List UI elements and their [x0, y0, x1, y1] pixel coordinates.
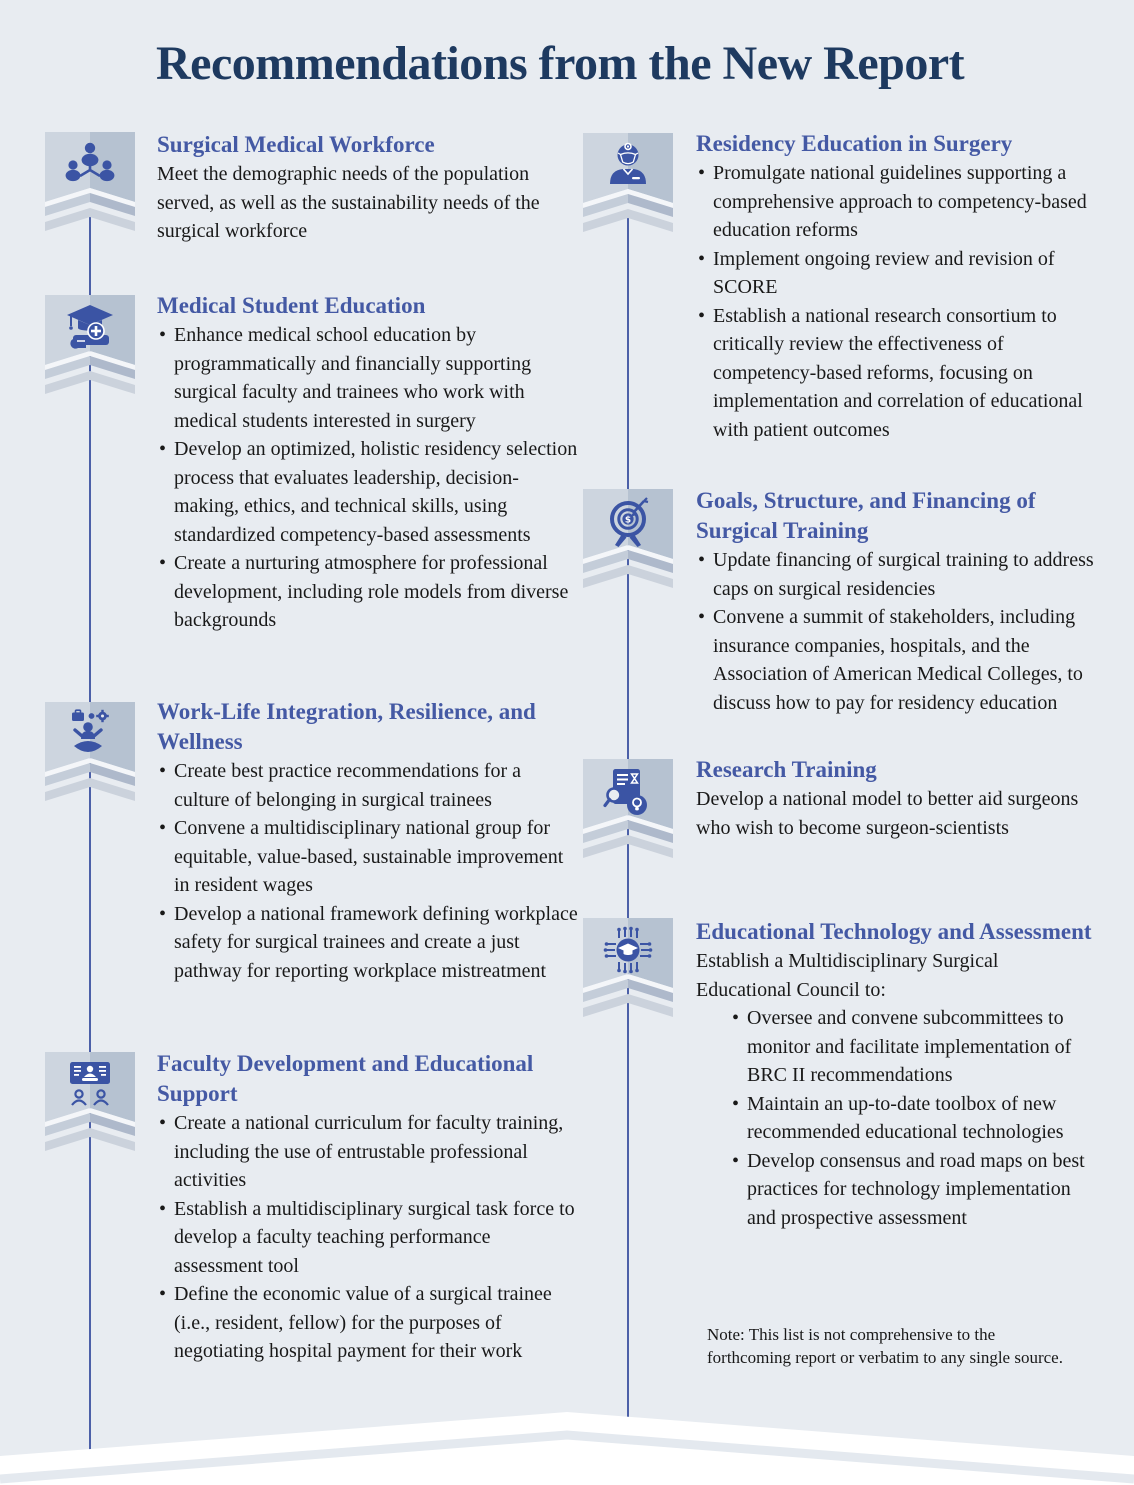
list-item: • Develop an optimized, holistic residency selection process that evaluates leadership, decision-making, ethics, and technical skills, using standardized competency-based assessments	[157, 435, 579, 549]
surgeon-icon	[600, 139, 656, 191]
page-title: Recommendations from the New Report	[156, 37, 965, 90]
bullet-list	[696, 159, 1094, 444]
badge-surgical-medical-workforce	[45, 130, 135, 234]
svg-text:$: $	[624, 515, 632, 526]
badge-residency-education	[583, 131, 673, 235]
section-heading: Goals, Structure, and Financing of Surgical Training	[696, 488, 1036, 543]
research-document-icon	[600, 765, 656, 817]
work-life-balance-icon	[62, 708, 118, 760]
section-intro: Establish a Multidisciplinary Surgical Educational Council to:	[696, 950, 999, 1001]
list-item: • Enhance medical school education by programmatically and financially supporting surgical faculty and trainees who work with medical students interested in surgery	[157, 321, 579, 435]
section-heading: Research Training	[696, 757, 877, 782]
section-medical-student-education	[157, 291, 579, 635]
badge-research-training	[583, 757, 673, 861]
section-heading: Faculty Development and Educational Support	[157, 1051, 534, 1106]
section-educational-technology	[696, 917, 1094, 1232]
list-item: • Convene a summit of stakeholders, including insurance companies, hospitals, and the Association of American Medical Colleges, to discuss how to pay for residency education	[696, 603, 1094, 717]
bullet-list	[157, 1109, 579, 1366]
list-item: • Promulgate national guidelines supporting a comprehensive approach to competency-based education reforms	[696, 159, 1094, 245]
list-item: • Develop consensus and road maps on best practices for technology implementation and prospective assessment	[730, 1147, 1094, 1233]
list-item: • Oversee and convene subcommittees to monitor and facilitate implementation of BRC II recommendations	[730, 1004, 1094, 1090]
section-research-training	[696, 755, 1094, 842]
target-dollar-icon	[600, 495, 656, 547]
list-item: • Create best practice recommendations for a culture of belonging in surgical trainees	[157, 757, 579, 814]
list-item: • Define the economic value of a surgical trainee (i.e., resident, fellow) for the purposes of negotiating hospital payment for their work	[157, 1280, 579, 1366]
list-item: • Implement ongoing review and revision of SCORE	[696, 245, 1094, 302]
list-item: • Create a national curriculum for faculty training, including the use of entrustable professional activities	[157, 1109, 579, 1195]
section-surgical-medical-workforce	[157, 130, 579, 246]
edtech-chip-icon	[600, 924, 656, 976]
badge-work-life-integration	[45, 700, 135, 804]
badge-educational-technology	[583, 916, 673, 1020]
list-item: • Establish a national research consortium to critically review the effectiveness of competency-based reforms, focusing on implementation and correlation of educational with patient outcomes	[696, 302, 1094, 445]
section-heading: Residency Education in Surgery	[696, 131, 1013, 156]
timeline-line-left	[89, 215, 91, 1453]
bullet-list	[696, 546, 1094, 717]
section-heading: Educational Technology and Assessment	[696, 919, 1092, 944]
badge-goals-financing	[583, 487, 673, 591]
badge-medical-student-education	[45, 293, 135, 397]
team-hierarchy-icon	[62, 138, 118, 190]
section-goals-financing	[696, 486, 1094, 717]
section-faculty-development	[157, 1049, 579, 1366]
list-item: • Create a nurturing atmosphere for professional development, including role models from diverse backgrounds	[157, 549, 579, 635]
bullet-list	[730, 1004, 1094, 1232]
list-item: • Convene a multidisciplinary national group for equitable, value-based, sustainable improvement in resident wages	[157, 814, 579, 900]
virtual-presentation-icon	[62, 1058, 118, 1110]
section-intro: Meet the demographic needs of the population served, as well as the sustainability needs of the surgical workforce	[157, 163, 540, 242]
section-heading: Medical Student Education	[157, 293, 426, 318]
footnote: Note: This list is not comprehensive to the forthcoming report or verbatim to any single source.	[707, 1325, 1063, 1367]
section-intro: Develop a national model to better aid surgeons who wish to become surgeon-scientists	[696, 788, 1079, 839]
section-heading: Surgical Medical Workforce	[157, 132, 435, 157]
graduation-cap-book-icon	[62, 301, 118, 353]
bottom-chevron-decoration	[0, 1380, 1134, 1485]
section-heading: Work-Life Integration, Resilience, and Wellness	[157, 699, 536, 754]
list-item: • Establish a multidisciplinary surgical task force to develop a faculty teaching performance assessment tool	[157, 1195, 579, 1281]
list-item: • Develop a national framework defining workplace safety for surgical trainees and create a just pathway for reporting workplace mistreatment	[157, 900, 579, 986]
section-residency-education	[696, 129, 1094, 444]
list-item: • Maintain an up-to-date toolbox of new recommended educational technologies	[730, 1090, 1094, 1147]
list-item: • Update financing of surgical training to address caps on surgical residencies	[696, 546, 1094, 603]
badge-faculty-development	[45, 1050, 135, 1154]
section-work-life-integration	[157, 697, 579, 985]
bullet-list	[157, 757, 579, 985]
bullet-list	[157, 321, 579, 635]
